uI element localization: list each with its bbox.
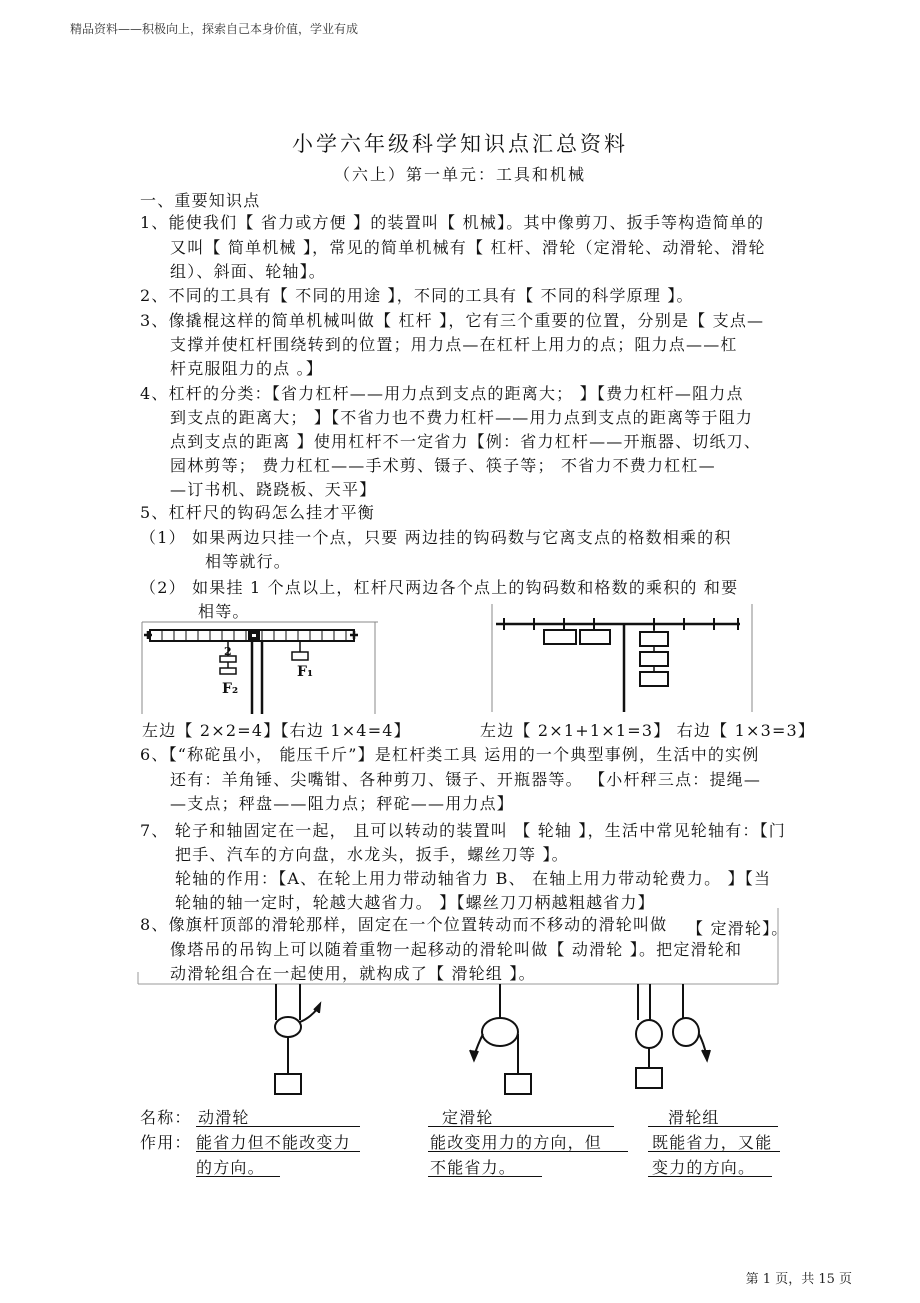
page-header: 精品资料——积极向上，探索自己本身价值，学业有成 [70, 22, 359, 36]
movable-pulley-use-2: 的方向。 [196, 1158, 265, 1177]
item-2: 2、不同的工具有【 不同的用途 】，不同的工具有【 不同的科学原理 】。 [140, 286, 694, 305]
item-3-line-2: 支撑并使杠杆围绕转到的位置；用力点—在杠杆上用力的点；阻力点——杠 [170, 335, 738, 354]
lever-diagram-2 [488, 604, 756, 712]
movable-pulley-use-1: 能省力但不能改变力 [196, 1133, 351, 1152]
underline [196, 1126, 360, 1127]
lever-diagram-1 [142, 622, 378, 714]
item-5-rule-2-cont: 相等。 [198, 602, 250, 621]
underline [196, 1151, 360, 1152]
force-f1-label: F₁ [297, 664, 314, 680]
item-5-rule-2: （2） 如果挂 1 个点以上，杠杆尺两边各个点上的钩码数和格数的乘积的 和要 [140, 578, 739, 597]
fixed-pulley-use-2: 不能省力。 [430, 1158, 517, 1177]
use-row-label: 作用： [140, 1133, 192, 1152]
item-5-heading: 5、杠杆尺的钩码怎么挂才平衡 [140, 503, 375, 522]
fixed-pulley-name: 定滑轮 [442, 1108, 494, 1127]
weight-count-label: 2 [224, 645, 232, 658]
pulley-block-name: 滑轮组 [668, 1108, 720, 1127]
underline [428, 1151, 628, 1152]
item-1-line-3: 组）、斜面、轮轴】。 [170, 262, 327, 281]
item-4-line-3: 点到支点的距离 】使用杠杆不一定省力【例：省力杠杆——开瓶器、切纸刀、 [170, 432, 762, 451]
underline [648, 1176, 772, 1177]
lever-1-result: 左边【 2×2=4】【右边 1×4=4】 [142, 721, 411, 740]
underline [648, 1151, 780, 1152]
item-6-line-2: 还有：羊角锤、尖嘴钳、各种剪刀、镊子、开瓶器等。 【小杆秤三点：提绳— [170, 770, 762, 789]
pulley-diagrams [138, 908, 786, 1104]
item-8-line-3: 动滑轮组合在一起使用，就构成了【 滑轮组 】。 [170, 964, 536, 983]
underline [428, 1126, 614, 1127]
item-7-line-3: 轮轴的作用：【A、在轮上用力带动轴省力 B、 在轴上用力带动轮费力。 】【当 [175, 869, 772, 888]
item-5-rule-1: （1） 如果两边只挂一个点，只要 两边挂的钩码数与它离支点的格数相乘的积 [140, 528, 732, 547]
item-7-line-1: 7、 轮子和轴固定在一起， 且可以转动的装置叫 【 轮轴 】，生活中常见轮轴有：【门 [140, 821, 787, 840]
document-title: 小学六年级科学知识点汇总资料 [292, 132, 628, 156]
item-3-line-1: 3、像撬棍这样的简单机械叫做【 杠杆 】，它有三个重要的位置，分别是【 支点— [140, 311, 765, 330]
item-7-line-2: 把手、汽车的方向盘，水龙头，扳手，螺丝刀等 】。 [175, 845, 569, 864]
item-4-line-1: 4、杠杆的分类：【省力杠杆——用力点到支点的距离大； 】【费力杠杆—阻力点 [140, 384, 744, 403]
item-6-line-3: —支点；秤盘——阻力点；秤砣——用力点】 [170, 794, 515, 813]
item-4-line-5: —订书机、跷跷板、天平】 [170, 480, 377, 499]
movable-pulley-name: 动滑轮 [198, 1108, 250, 1127]
pulley-block-use-2: 变力的方向。 [652, 1158, 756, 1177]
lever-2-result: 左边【 2×1+1×1=3】 右边【 1×3=3】 [480, 721, 816, 740]
item-3-line-3: 杆克服阻力的点 。】 [170, 359, 324, 378]
item-6-line-1: 6、【“称砣虽小， 能压千斤”】是杠杆类工具 运用的一个典型事例，生活中的实例 [140, 745, 760, 764]
item-1-line-2: 又叫【 简单机械 】，常见的简单机械有【 杠杆、滑轮（定滑轮、动滑轮、滑轮 [170, 238, 766, 257]
item-8-fixed-pulley: 【 定滑轮】。 [687, 919, 789, 938]
unit-subtitle: （六上）第一单元：工具和机械 [333, 165, 586, 184]
fixed-pulley-use-1: 能改变用力的方向，但 [430, 1133, 603, 1152]
pulley-block-figure [636, 984, 710, 1088]
item-7-line-4: 轮轴的轴一定时，轮越大越省力。 】【螺丝刀刀柄越粗越省力】 [175, 893, 655, 912]
fixed-pulley-figure [470, 984, 531, 1094]
underline [428, 1176, 542, 1177]
underline [648, 1126, 778, 1127]
page-number: 第 1 页，共 15 页 [745, 1272, 852, 1287]
movable-pulley-figure [275, 984, 320, 1094]
section-heading: 一、重要知识点 [140, 191, 261, 210]
item-4-line-4: 园林剪等； 费力杠杠——手术剪、镊子、筷子等； 不省力不费力杠杠— [170, 456, 716, 475]
pulley-block-use-1: 既能省力，又能 [652, 1133, 773, 1152]
item-8-line-2: 像塔吊的吊钩上可以随着重物一起移动的滑轮叫做【 动滑轮 】。把定滑轮和 [170, 940, 743, 959]
item-5-rule-1-cont: 相等就行。 [205, 552, 292, 571]
name-row-label: 名称： [140, 1108, 192, 1127]
force-f2-label: F₂ [222, 681, 239, 697]
item-8-line-1: 8、像旗杆顶部的滑轮那样，固定在一个位置转动而不移动的滑轮叫做 [140, 915, 668, 934]
item-1-line-1: 1、能使我们【 省力或方便 】的装置叫【 机械】。其中像剪刀、扳手等构造简单的 [140, 213, 765, 232]
underline [196, 1176, 280, 1177]
item-4-line-2: 到支点的距离大； 】【不省力也不费力杠杆——用力点到支点的距离等于阻力 [170, 408, 754, 427]
